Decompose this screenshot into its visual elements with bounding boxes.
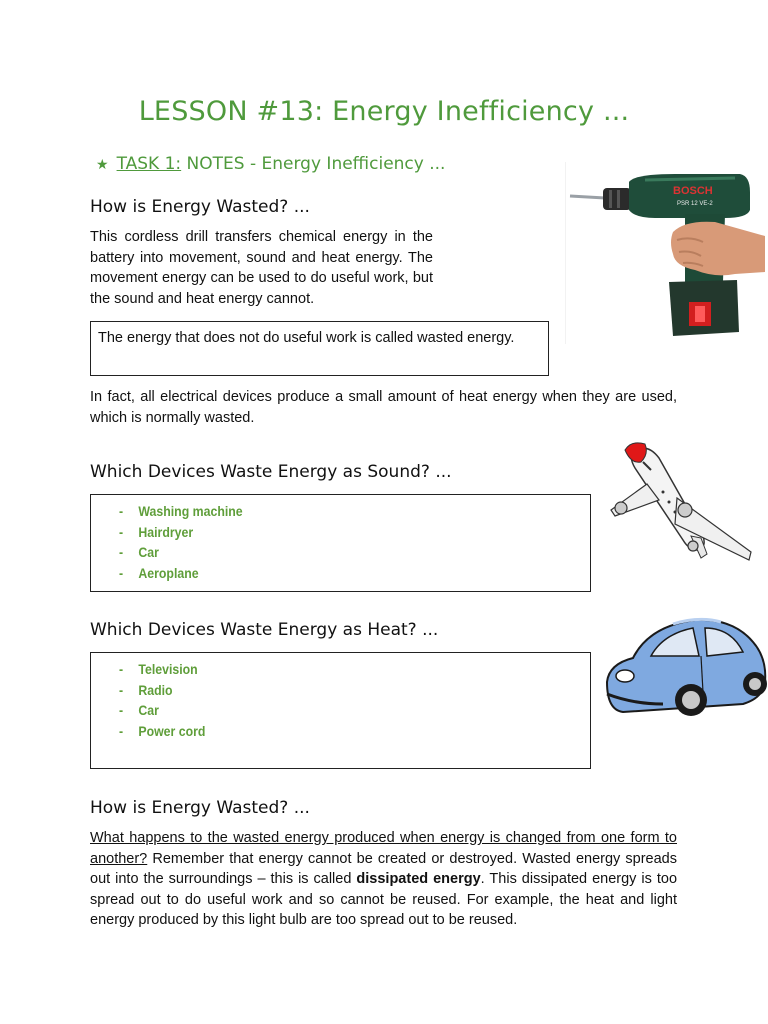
- star-icon: ★: [96, 157, 109, 173]
- list-item: - Hairdryer: [119, 523, 194, 540]
- list-item: - Aeroplane: [119, 564, 199, 581]
- definition-text: The energy that does not do useful work is called wasted energy.: [98, 330, 515, 346]
- drill-paragraph: This cordless drill transfers chemical energy in the battery into movement, sound and heat energy. The movement energy can be used to do useful work, but the sound and heat energy cannot.: [90, 229, 433, 307]
- list-item: - Television: [119, 661, 198, 677]
- drill-model: PSR 12 VE-2: [677, 201, 713, 207]
- section-heading-wasted-2: How is Energy Wasted? ...: [90, 798, 310, 818]
- lesson-title: LESSON #13: Energy Inefficiency ...: [138, 96, 630, 127]
- heat-devices-list: [119, 659, 217, 741]
- task-heading: [96, 154, 445, 174]
- electrical-devices-paragraph: In fact, all electrical devices produce a small amount of heat energy when they are used, which is normally wasted.: [90, 389, 677, 426]
- sound-devices-list: [119, 501, 260, 583]
- aeroplane-image: [603, 440, 755, 565]
- heat-devices-box: [90, 652, 591, 769]
- paragraph-text-2: . This dissipated energy is too spread out to do useful work and so cannot be reused. For example, the heat and light energy produced by this light bulb are too spread out to be reused.: [90, 871, 678, 928]
- car-image: [603, 612, 768, 730]
- drill-brand: BOSCH: [673, 185, 713, 197]
- list-item: - Car: [119, 544, 159, 560]
- dissipated-energy-paragraph: [90, 828, 677, 931]
- list-item: - Washing machine: [119, 503, 243, 519]
- list-item: - Power cord: [119, 722, 206, 739]
- list-item: - Car: [119, 702, 159, 718]
- definition-box: [90, 321, 549, 376]
- section-heading-heat: Which Devices Waste Energy as Heat? ...: [90, 620, 439, 640]
- sound-devices-box: [90, 494, 591, 592]
- section-heading-wasted: How is Energy Wasted? ...: [90, 197, 310, 217]
- task-label: TASK 1:: [116, 154, 182, 174]
- question-text: What happens to the wasted energy produced when energy is changed from one form to another?: [90, 830, 677, 867]
- task-text: NOTES - Energy Inefficiency ...: [181, 154, 446, 174]
- section-heading-sound: Which Devices Waste Energy as Sound? ...: [90, 462, 452, 482]
- paragraph-text-1: Remember that energy cannot be created or destroyed. Wasted energy spreads out into the surroundings – this is called: [90, 850, 677, 887]
- list-item: - Radio: [119, 681, 173, 698]
- dissipated-energy-term: dissipated energy: [356, 871, 481, 887]
- cordless-drill-image: [565, 162, 768, 344]
